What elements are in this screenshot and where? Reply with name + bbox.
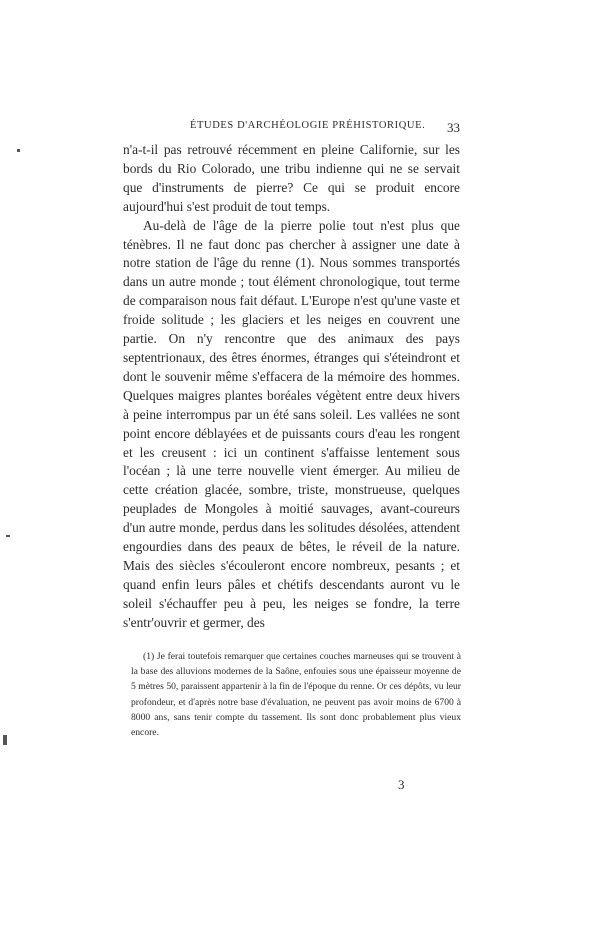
footnote bbox=[131, 649, 461, 740]
signature-mark: 3 bbox=[398, 777, 405, 792]
margin-speck bbox=[3, 735, 7, 745]
footnote-text: (1) Je ferai toutefois remarquer que certaines couches marneuses qui se trouvent à la base des alluvions modernes de la Saône, enfouies sous une épaisseur moyenne de 5 mètres 50, paraissent appartenir à la fin de l'époque du renne. Or ces dépôts, vu leur profondeur, et d'après notre base d'évaluation, ne peuvent pas avoir moins de 6700 à 8000 ans, sans tenir compte du tassement. Ils sont donc probablement plus vieux encore. bbox=[131, 651, 461, 739]
paragraph: n'a-t-il pas retrouvé récemment en pleine Californie, sur les bords du Rio Colorado, une tribu indienne qui ne se servait que d'instruments de pierre? Ce qui se produit encore aujourd'hui s'est produit de tout temps. bbox=[123, 142, 460, 214]
running-header bbox=[190, 120, 460, 136]
main-text bbox=[123, 141, 460, 633]
paragraph: Au-delà de l'âge de la pierre polie tout n'est plus que ténèbres. Il ne faut donc pas chercher à assigner une date à notre station de l'âge du renne (1). Nous sommes transportés dans un autre monde ; tout élément chronologique, tout terme de comparaison nous fait défaut. L'Europe n'est qu'une vaste et froide solitude ; les glaciers et les neiges en couvrent une partie. On n'y rencontre que des animaux des pays septentrionaux, des êtres énormes, étranges qui s'éteindront et dont le souvenir même s'effacera de la mémoire des hommes. Quelques maigres plantes boréales végètent entre deux hivers à peine interrompus par un été sans soleil. Les vallées ne sont point encore déblayées et de puissants cours d'eau les rongent et les creusent : ici un continent s'affaisse lentement sous l'océan ; là une terre nouvelle vient émerger. Au milieu de cette création glacée, sombre, triste, monstrueuse, quelques peuplades de Mongoles à moitié sauvages, avant-coureurs d'un autre monde, perdus dans les solitudes désolées, attendent engourdies dans des peaux de bêtes, le réveil de la nature. Mais des siècles s'écouleront encore nombreux, pesants ; et quand enfin leurs pâles et chétifs descendants auront vu le soleil s'échauffer peu à peu, les neiges se fondre, la terre s'entr'ouvrir et germer, des bbox=[123, 217, 460, 630]
page-number: 33 bbox=[447, 120, 460, 135]
running-title: ÉTUDES D'ARCHÉOLOGIE PRÉHISTORIQUE. bbox=[190, 120, 426, 131]
margin-speck bbox=[6, 535, 10, 537]
margin-speck bbox=[17, 149, 20, 152]
